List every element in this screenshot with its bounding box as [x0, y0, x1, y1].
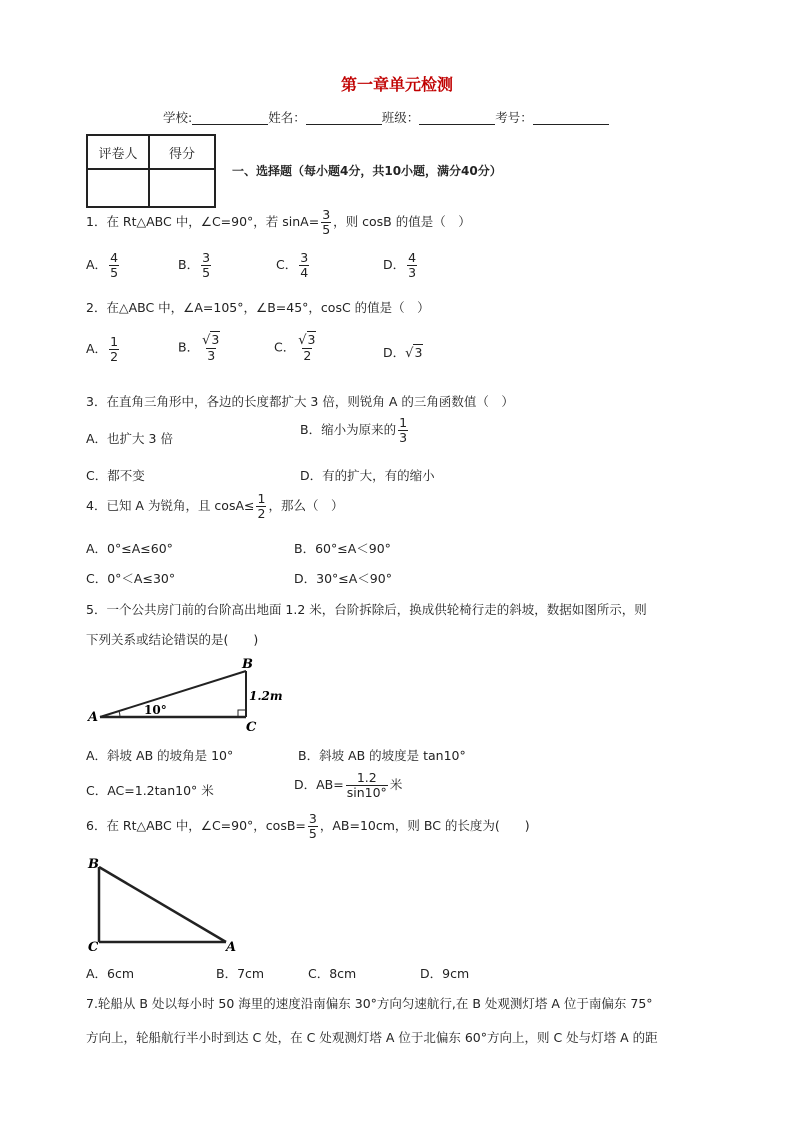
score-header: 得分: [149, 135, 215, 169]
question-7-line-1: 7.轮船从 B 处以每小时 50 海里的速度沿南偏东 30°方向匀速航行,在 B 处观测灯塔 A 位于南偏东 75°: [86, 996, 653, 1011]
question-5-line-2: 下列关系或结论错误的是( ): [86, 632, 259, 647]
grader-header: 评卷人: [87, 135, 149, 169]
class-blank[interactable]: [419, 112, 495, 125]
student-info-line: [163, 108, 609, 126]
question-3-option-b[interactable]: B．缩小为原来的 $\frac{1}{3}$: [300, 415, 408, 445]
grader-cell[interactable]: [87, 169, 149, 207]
score-table: [86, 134, 216, 208]
question-4-option-b[interactable]: B．60°≤A＜90°: [294, 541, 391, 556]
question-6-option-d[interactable]: D．9cm: [420, 966, 470, 981]
question-5-option-b[interactable]: B．斜坡 AB 的坡度是 tan10°: [298, 748, 466, 763]
radical: √3: [298, 332, 316, 348]
question-1-option-d[interactable]: D． $\frac{4}{3}$: [383, 250, 417, 280]
name-label: 姓名：: [268, 110, 306, 125]
question-1-stem: [86, 208, 471, 237]
question-6-stem: 6．在 Rt△ABC 中，∠C=90°，cosB= $\frac{3}{5}$ ，AB=10cm，则 BC 的长度为( ): [86, 811, 530, 841]
name-blank[interactable]: [306, 112, 382, 125]
question-6-option-b[interactable]: B．7cm: [216, 966, 265, 981]
question-2-option-a[interactable]: A． $\frac{1}{2}$: [86, 334, 119, 364]
radical: √3: [405, 345, 423, 361]
height-label: 1.2m: [249, 689, 283, 703]
triangle-figure: [86, 852, 246, 952]
score-cell[interactable]: [149, 169, 215, 207]
question-4-option-d[interactable]: D．30°≤A＜90°: [294, 571, 392, 586]
ramp-slope-line: [100, 671, 246, 717]
question-3-stem: 3．在直角三角形中，各边的长度都扩大 3 倍，则锐角 A 的三角函数值（ ）: [86, 394, 514, 409]
question-4-option-c[interactable]: C．0°＜A≤30°: [86, 571, 176, 586]
radical: √3: [202, 332, 220, 348]
section-heading: 一、选择题（每小题4分，共10小题，满分40分）: [232, 164, 502, 178]
question-5-line-1: 5．一个公共房门前的台阶高出地面 1.2 米，台阶拆除后，换成供轮椅行走的斜坡，数据如图所示，则: [86, 602, 647, 617]
fraction: $\frac{3}{5}$: [322, 207, 331, 237]
vertex-label-b: B: [242, 657, 253, 672]
question-6-option-c[interactable]: C．8cm: [308, 966, 357, 981]
vertex-label-b: B: [88, 857, 99, 872]
question-1-text-b: ，则 cosB 的值是（ ）: [333, 213, 471, 229]
question-1-text-a: 1．在 Rt△ABC 中，∠C=90°，若 sinA=: [86, 213, 320, 229]
question-3-option-c[interactable]: C．都不变: [86, 468, 145, 483]
school-blank[interactable]: [192, 112, 268, 125]
question-2-option-c[interactable]: C． $\frac{√3}{2}$: [274, 332, 316, 364]
vertex-label-a: A: [226, 940, 237, 952]
question-7-line-2: 方向上，轮船航行半小时到达 C 处，在 C 处观测灯塔 A 位于北偏东 60°方向上，则 C 处与灯塔 A 的距: [86, 1030, 658, 1045]
question-4-stem: 4．已知 A 为锐角，且 cosA≤ $\frac{1}{2}$ ，那么（ ）: [86, 491, 344, 521]
vertex-label-c: C: [88, 940, 99, 952]
question-1-option-c[interactable]: C． $\frac{3}{4}$: [276, 250, 309, 280]
school-label: 学校:: [163, 110, 193, 125]
question-5-option-c[interactable]: C．AC=1.2tan10° 米: [86, 783, 214, 798]
angle-label: 10°: [144, 703, 167, 717]
question-1-option-a[interactable]: A． $\frac{4}{5}$: [86, 250, 119, 280]
question-3-option-a[interactable]: A．也扩大 3 倍: [86, 431, 173, 446]
question-4-option-a[interactable]: A．0°≤A≤60°: [86, 541, 173, 556]
exam-no-label: 考号：: [495, 110, 533, 125]
page-title: 第一章单元检测: [340, 75, 453, 94]
vertex-label-c: C: [246, 720, 257, 735]
vertex-label-a: A: [88, 710, 99, 725]
triangle-side-ab: [99, 867, 226, 942]
question-5-option-d[interactable]: D．AB= $\frac{1.2}{\sin 10^\circ}$ 米: [294, 770, 403, 800]
question-5-option-a[interactable]: A．斜坡 AB 的坡角是 10°: [86, 748, 234, 763]
question-3-option-d[interactable]: D．有的扩大，有的缩小: [300, 468, 435, 483]
class-label: 班级：: [381, 110, 420, 125]
question-2-option-b[interactable]: B． $\frac{√3}{3}$: [178, 332, 220, 364]
question-2-stem: 2．在△ABC 中，∠A=105°，∠B=45°，cosC 的值是（ ）: [86, 300, 430, 315]
question-1-option-b[interactable]: B． $\frac{3}{5}$: [178, 250, 211, 280]
question-2-option-d[interactable]: D．√3: [383, 345, 423, 361]
question-6-option-a[interactable]: A．6cm: [86, 966, 135, 981]
exam-no-blank[interactable]: [533, 112, 609, 125]
ramp-figure: [86, 655, 286, 735]
